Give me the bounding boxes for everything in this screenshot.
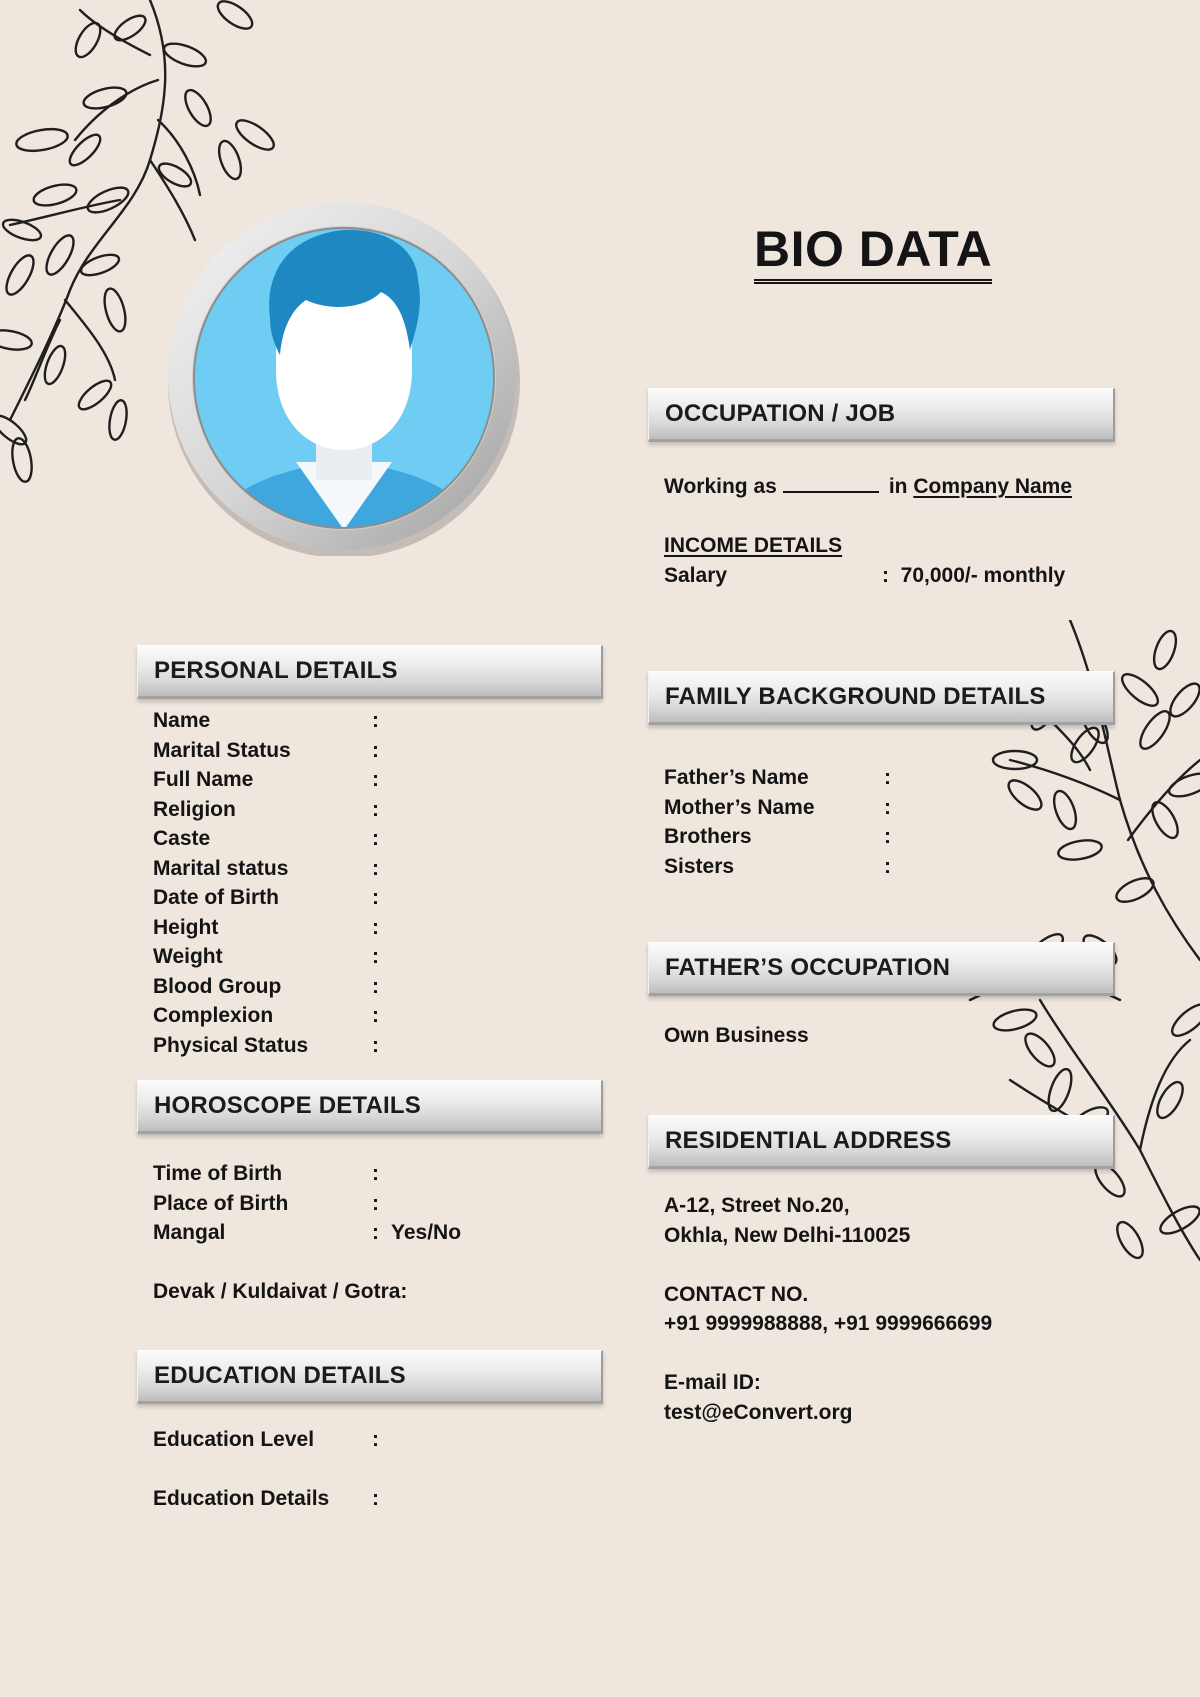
detail-colon: : [372, 1004, 379, 1027]
detail-row [153, 706, 388, 736]
contact-label: CONTACT NO. [664, 1282, 809, 1306]
detail-row [664, 763, 900, 793]
detail-row [153, 1001, 388, 1031]
detail-label: Date of Birth [153, 886, 279, 909]
income-block [664, 531, 1065, 590]
address-line-2: Okhla, New Delhi-110025 [664, 1223, 911, 1247]
detail-row [153, 795, 388, 825]
company-name: Company Name [913, 475, 1073, 498]
detail-colon: : [372, 1191, 379, 1215]
working-in-label: in [888, 475, 908, 498]
detail-colon: : [372, 797, 379, 821]
detail-colon: : [372, 1221, 379, 1244]
detail-label: Caste [153, 827, 211, 850]
section-header-personal: PERSONAL DETAILS [137, 645, 603, 699]
detail-row [664, 852, 900, 882]
detail-colon: : [372, 1428, 379, 1451]
detail-colon: : [372, 827, 379, 850]
income-heading: INCOME DETAILS [664, 534, 843, 557]
section-header-family: FAMILY BACKGROUND DETAILS [648, 671, 1115, 725]
detail-colon: : [372, 1487, 379, 1510]
detail-label: Marital status [153, 856, 289, 880]
page-title: BIO DATA [754, 222, 992, 284]
detail-label: Brothers [664, 825, 752, 848]
detail-row [153, 1218, 461, 1248]
detail-row [153, 1425, 388, 1455]
section-header-address: RESIDENTIAL ADDRESS [648, 1115, 1115, 1169]
detail-row [153, 854, 388, 884]
detail-colon: : [884, 825, 891, 848]
detail-colon: : [884, 795, 891, 819]
address-line-1: A-12, Street No.20, [664, 1194, 850, 1217]
personal-details-list [153, 706, 388, 1060]
detail-label: Physical Status [153, 1033, 309, 1057]
detail-row [153, 1484, 388, 1514]
family-details-list [664, 763, 900, 881]
detail-label: Religion [153, 797, 236, 821]
email-label: E-mail ID: [664, 1371, 761, 1394]
section-header-horoscope: HOROSCOPE DETAILS [137, 1080, 603, 1134]
detail-label: Place of Birth [153, 1191, 289, 1215]
salary-label: Salary [664, 563, 728, 587]
section-header-education: EDUCATION DETAILS [137, 1350, 603, 1404]
working-as-line [664, 472, 1072, 502]
address-block [664, 1191, 992, 1427]
detail-colon: : [372, 1162, 379, 1185]
detail-label: Name [153, 709, 211, 732]
father-occupation-value: Own Business [664, 1024, 809, 1047]
detail-label: Education Details [153, 1487, 330, 1510]
detail-row [153, 883, 388, 913]
detail-colon: : [372, 856, 379, 880]
salary-value: : 70,000/- monthly [882, 563, 1066, 587]
detail-row [664, 822, 900, 852]
detail-label: Blood Group [153, 974, 282, 998]
detail-row [664, 793, 900, 823]
detail-row [153, 942, 388, 972]
detail-label: Education Level [153, 1428, 315, 1451]
detail-colon: : [372, 886, 379, 909]
working-as-label: Working as [664, 475, 777, 498]
detail-row [153, 913, 388, 943]
detail-colon: : [372, 945, 379, 968]
detail-row [153, 824, 388, 854]
gotra-label: Devak / Kuldaivat / Gotra: [153, 1280, 408, 1303]
detail-row [153, 1189, 461, 1219]
detail-colon: : [372, 768, 379, 791]
detail-label: Full Name [153, 768, 254, 791]
detail-row [153, 1159, 461, 1189]
detail-value: Yes/No [391, 1221, 462, 1244]
detail-row [153, 736, 388, 766]
detail-row [153, 972, 388, 1002]
detail-label: Mangal [153, 1221, 226, 1244]
section-header-occupation: OCCUPATION / JOB [648, 388, 1115, 442]
contact-value: +91 9999988888, +91 9999666699 [664, 1312, 993, 1335]
detail-row [153, 1031, 388, 1061]
detail-label: Sisters [664, 854, 735, 878]
salary-row [664, 561, 1065, 591]
detail-colon: : [372, 1033, 379, 1057]
detail-label: Complexion [153, 1004, 274, 1027]
working-as-blank [783, 475, 879, 493]
detail-colon: : [372, 974, 379, 998]
detail-label: Father’s Name [664, 766, 809, 789]
detail-colon: : [372, 738, 379, 762]
detail-colon: : [884, 854, 891, 878]
education-details-list [153, 1425, 388, 1514]
detail-row [153, 765, 388, 795]
detail-colon: : [372, 915, 379, 939]
detail-label: Time of Birth [153, 1162, 283, 1185]
detail-colon: : [884, 766, 891, 789]
email-value: test@eConvert.org [664, 1400, 853, 1424]
horoscope-details-list [153, 1159, 461, 1248]
detail-label: Weight [153, 945, 223, 968]
section-header-father-occupation: FATHER’S OCCUPATION [648, 942, 1115, 996]
detail-label: Marital Status [153, 738, 291, 762]
detail-label: Mother’s Name [664, 795, 815, 819]
detail-colon: : [372, 709, 379, 732]
male-avatar-icon [166, 200, 522, 556]
detail-label: Height [153, 915, 219, 939]
